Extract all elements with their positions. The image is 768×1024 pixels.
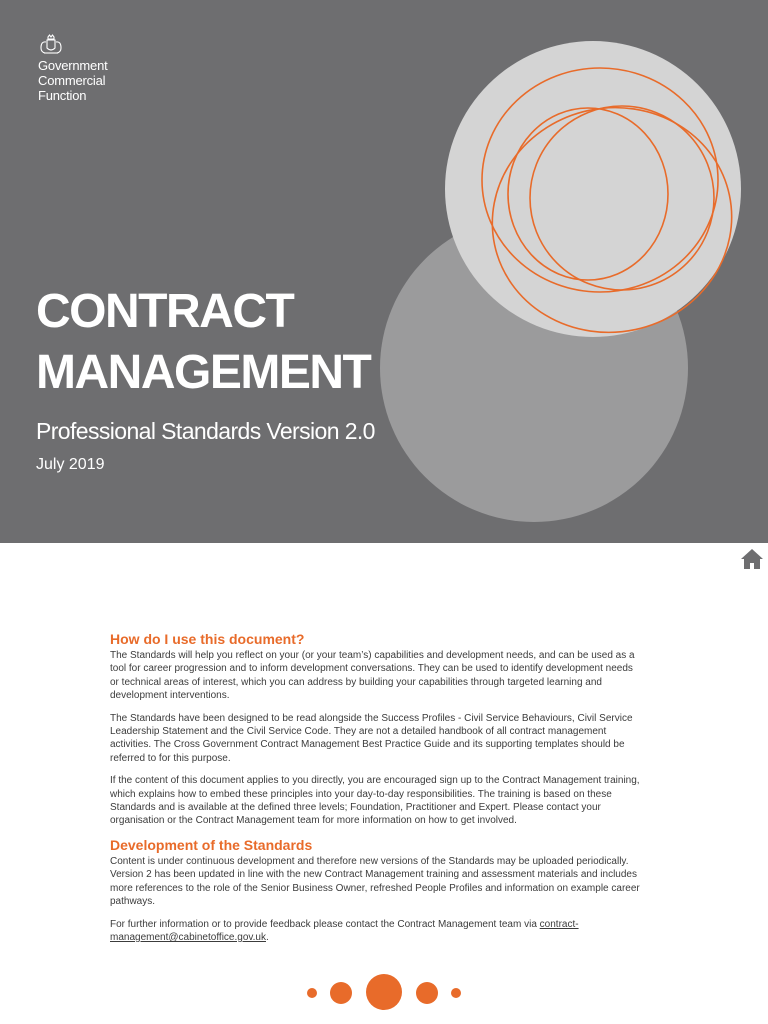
feedback-paragraph — [110, 918, 640, 945]
org-line-2: Commercial — [38, 73, 106, 88]
section-heading-usage: How do I use this document? — [110, 631, 305, 647]
title-line-2: MANAGEMENT — [36, 346, 371, 399]
document-title — [36, 281, 370, 403]
org-line-3: Function — [38, 88, 87, 103]
feedback-end: . — [266, 931, 269, 943]
nav-dot-1[interactable] — [307, 988, 317, 998]
gcf-logo — [38, 32, 108, 103]
nav-dot-5[interactable] — [451, 988, 461, 998]
section-heading-development: Development of the Standards — [110, 836, 313, 853]
home-icon — [740, 548, 764, 570]
document-body — [110, 631, 640, 944]
title-line-1: CONTRACT — [36, 285, 294, 338]
page-navigation-dots — [0, 972, 768, 1012]
paragraph: The Standards have been designed to be read alongside the Success Profiles - Civil Service Behaviours, Civil Service Leadership Statement and the Civil Service Code. They are not a detailed handbook of all contract management activities. The Cross Government Contract Management Best Practice Guide and its supporting templates should be referred to for this purpose. — [110, 712, 633, 764]
document-subtitle: Professional Standards Version 2.0 — [36, 418, 375, 444]
nav-dot-3-active[interactable] — [366, 974, 402, 1010]
contact-email-link[interactable]: contract-management@cabinetoffice.gov.uk — [110, 918, 579, 943]
feedback-text: For further information or to provide feedback please contact the Contract Management team via — [110, 918, 540, 930]
paragraph: If the content of this document applies to you directly, you are encouraged sign up to the Contract Management training, which explains how to embed these principles into your day-to-day responsibilities. The training is based on these Standards and is available at the defined three levels; Foundation, Practitioner and Expert. Please contact your organisation or the Contract Management team for more information on how to get involved. — [110, 775, 640, 827]
paragraph: The Standards will help you reflect on your (or your team’s) capabilities and development needs, and can be used as a tool for career progression and to inform development conversations. They can be used to identify development needs or technical areas of interest, which you can address by building your capabilities through targeted learning and development interventions. — [110, 650, 635, 702]
org-line-1: Government — [38, 58, 108, 73]
home-button[interactable] — [740, 548, 764, 570]
nav-dot-4[interactable] — [416, 982, 438, 1004]
paragraph: Content is under continuous development and therefore new versions of the Standards may be uploaded periodically. Version 2 has been updated in line with the new Contract Management training and assessment materials and includes more references to the role of the Senior Business Owner, refreshed People Profiles and information on example career pathways. — [110, 855, 640, 908]
publication-date: July 2019 — [36, 456, 105, 473]
nav-dot-2[interactable] — [330, 982, 352, 1004]
royal-crest-icon — [38, 32, 64, 56]
